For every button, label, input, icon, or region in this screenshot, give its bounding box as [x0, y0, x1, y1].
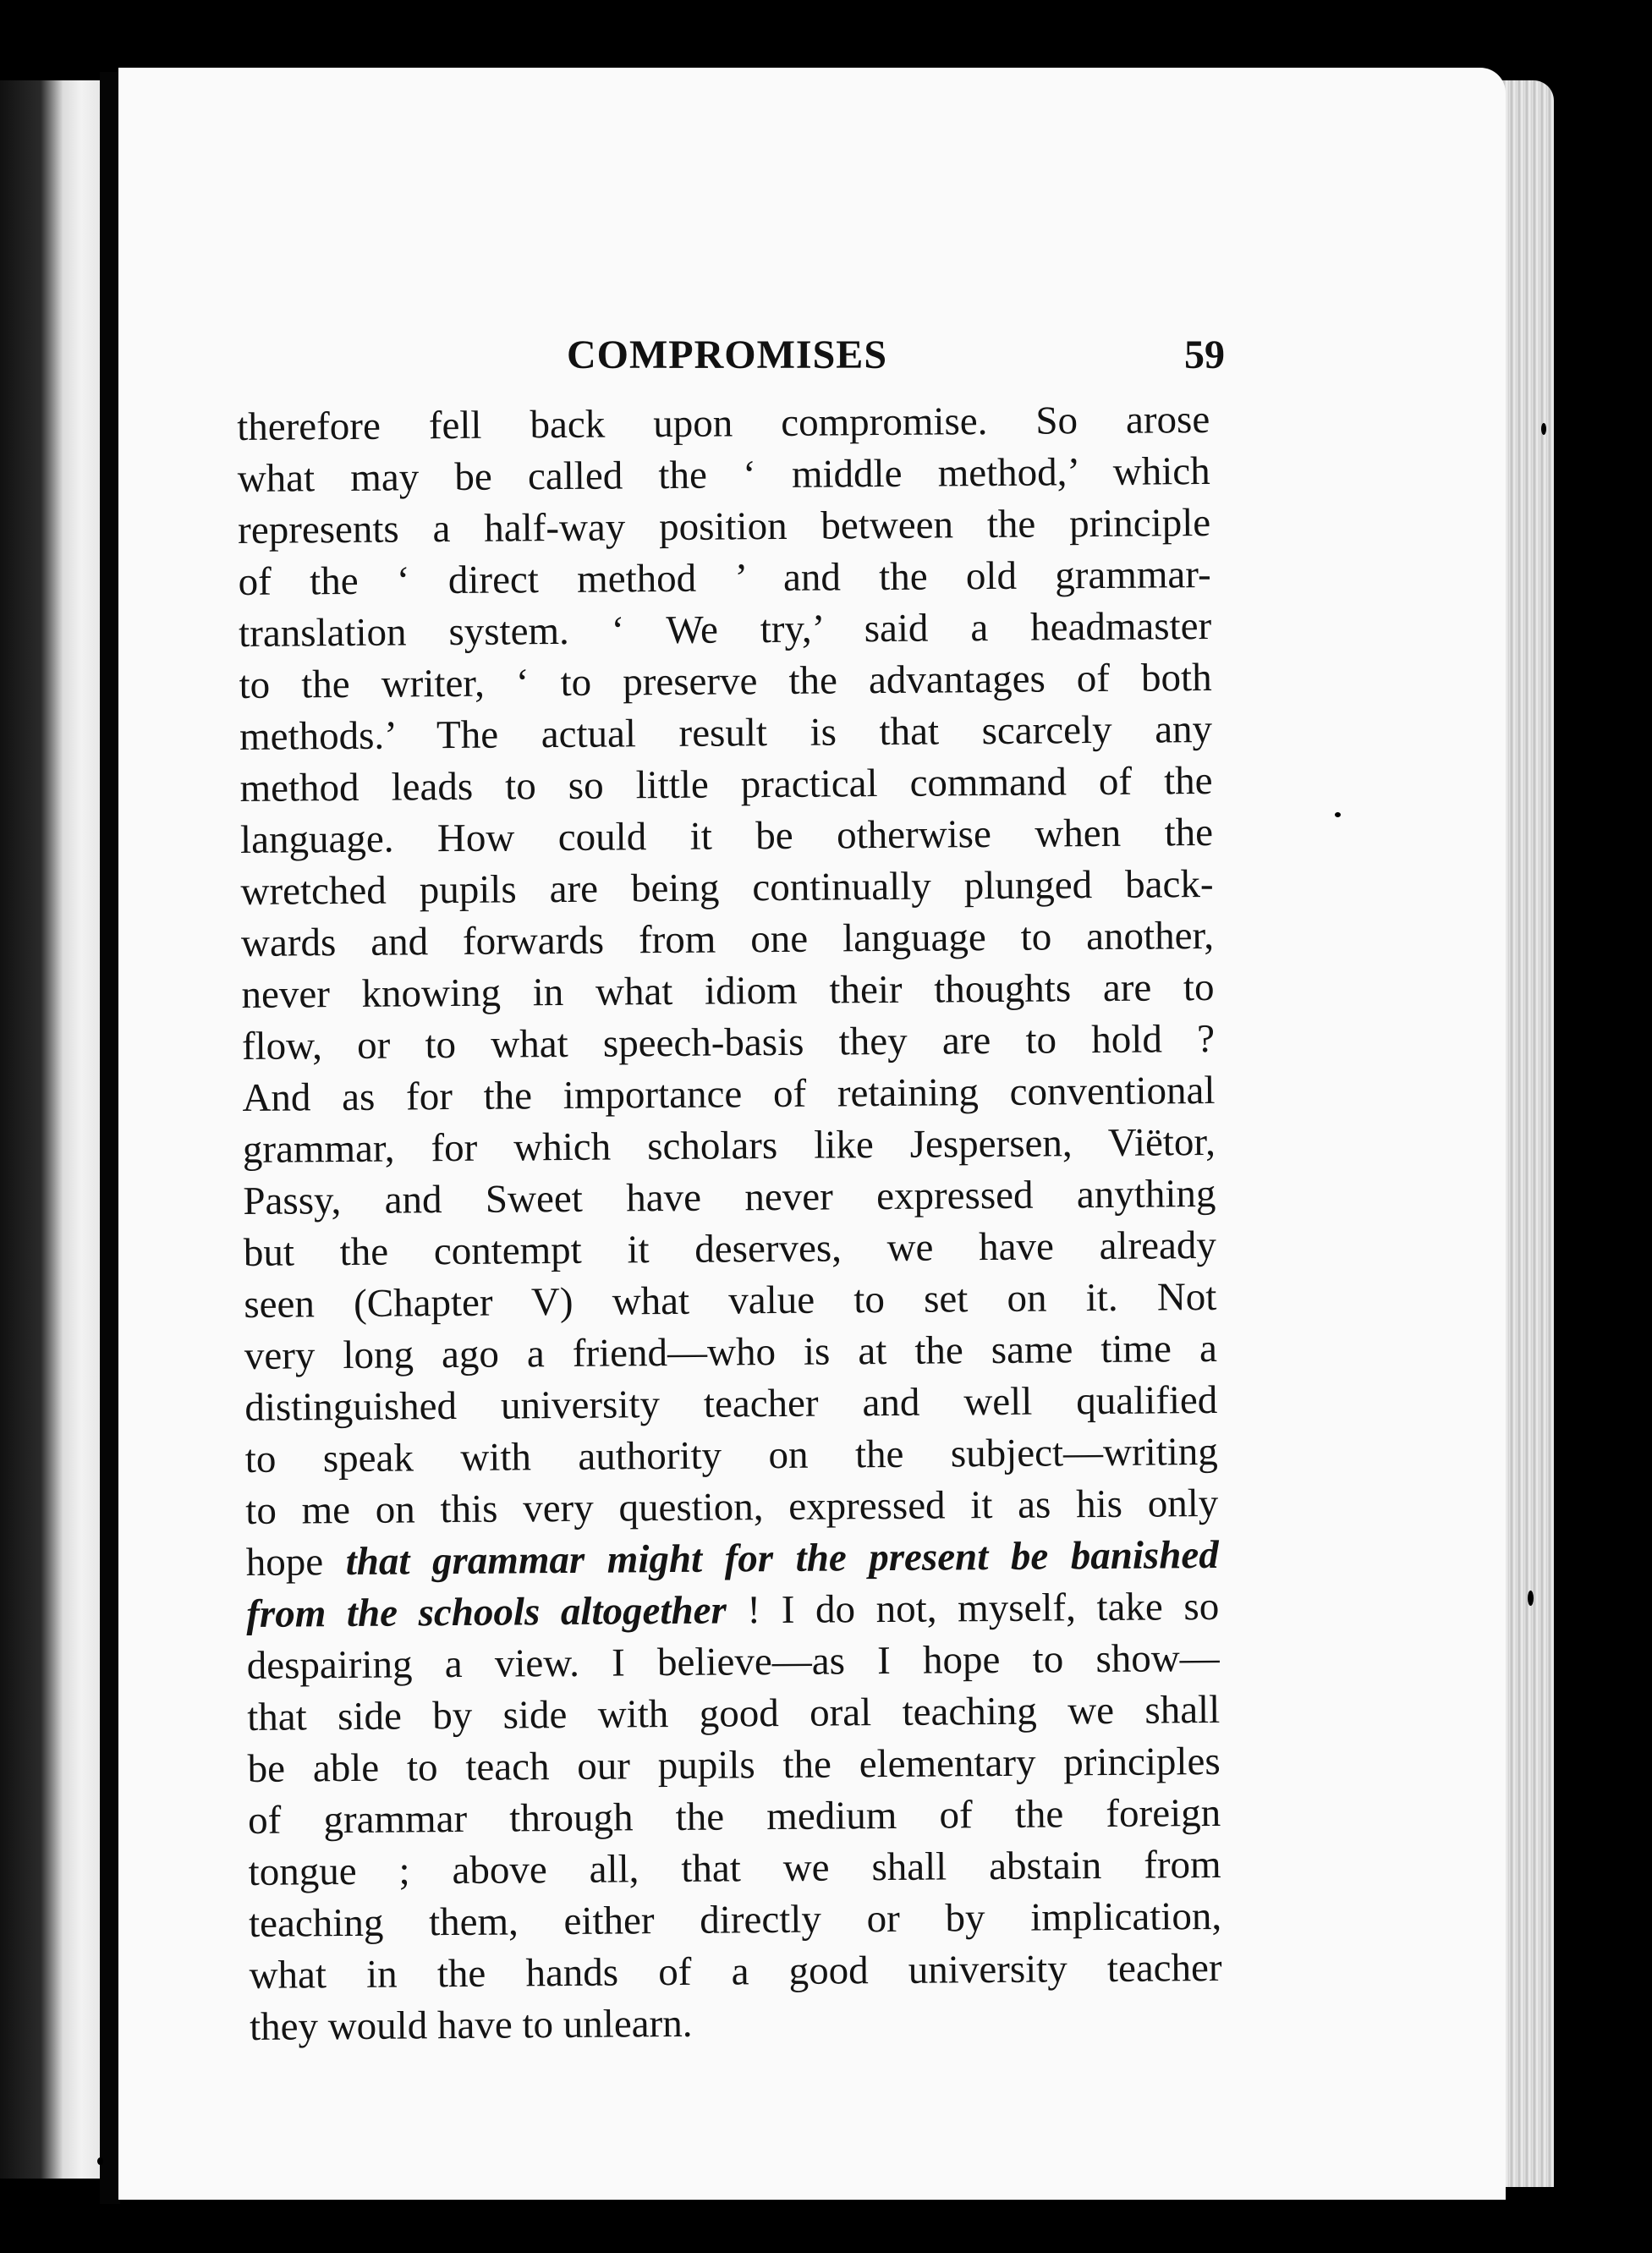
text-line: therefore fell back upon compromise. So arose: [237, 397, 1210, 449]
text-line: wards and forwards from one language to another,: [240, 913, 1215, 965]
scan-speck: [1335, 812, 1341, 817]
text-line: translation system. ‘ We try,’ said a headmaster: [238, 603, 1212, 656]
scan-speck: [1528, 1591, 1534, 1606]
text-segment: hope: [245, 1540, 346, 1585]
text-segment: ! I do not, myself, take so: [726, 1584, 1220, 1633]
facing-page-edge: [0, 80, 102, 2179]
text-line: teaching them, either directly or by implication,: [248, 1893, 1222, 1946]
text-line: Passy, and Sweet have never expressed anything: [243, 1171, 1216, 1223]
running-head: [118, 321, 1506, 389]
scan-speck: [97, 2157, 103, 2165]
text-line: despairing a view. I believe—as I hope to show—: [246, 1635, 1220, 1688]
text-line: [246, 1581, 1219, 1640]
text-line: methods.’ The actual result is that scarcely any: [239, 706, 1213, 759]
text-line: language. How could it be otherwise when the: [239, 810, 1214, 862]
text-line: flow, or to what speech-basis they are to hold ?: [241, 1016, 1216, 1069]
italic-emphasis: that grammar might for the present be banished: [345, 1532, 1219, 1585]
text-line: wretched pupils are being continually plunged back-: [240, 861, 1214, 914]
text-line: seen (Chapter V) what value to set on it. Not: [244, 1274, 1217, 1327]
scan-speck: [1541, 423, 1546, 435]
page-stack-edge: [1501, 80, 1554, 2187]
text-line: they would have to unlearn.: [249, 2001, 693, 2049]
binding-gutter: [100, 72, 120, 2204]
text-line: grammar, for which scholars like Jespersen, Viëtor,: [242, 1119, 1216, 1172]
scan-speck: [1572, 926, 1577, 937]
text-line: tongue ; above all, that we shall abstain from: [248, 1842, 1221, 1894]
text-line: never knowing in what idiom their thoughts are to: [241, 964, 1215, 1017]
text-line: but the contempt it deserves, we have already: [243, 1223, 1217, 1275]
text-line: of the ‘ direct method ’ and the old grammar-: [238, 552, 1211, 604]
text-line: be able to teach our pupils the elementary principles: [247, 1739, 1221, 1791]
text-line: very long ago a friend—who is at the same time a: [244, 1326, 1218, 1378]
book-page: [118, 68, 1506, 2200]
text-line: distinguished university teacher and well qualified: [244, 1377, 1218, 1430]
text-line: that side by side with good oral teaching we shall: [247, 1687, 1221, 1739]
text-line: [246, 1530, 1219, 1589]
text-line: to the writer, ‘ to preserve the advantages of both: [239, 655, 1212, 707]
running-title: COMPROMISES: [567, 332, 888, 377]
body-text: [237, 394, 1222, 2053]
text-line: to speak with authority on the subject—writing: [244, 1429, 1218, 1481]
text-line: represents a half-way position between the principle: [237, 500, 1211, 552]
text-line: And as for the importance of retaining conventional: [242, 1068, 1216, 1120]
text-line: what may be called the ‘ middle method,’ which: [237, 448, 1210, 501]
text-line: of grammar through the medium of the foreign: [247, 1790, 1221, 1843]
text-line: to me on this very question, expressed it as his only: [245, 1481, 1219, 1533]
italic-emphasis: from the schools altogether: [246, 1588, 727, 1636]
text-line: what in the hands of a good university teacher: [249, 1945, 1222, 1997]
page-number: 59: [1184, 332, 1225, 377]
text-line: method leads to so little practical command of the: [239, 758, 1213, 811]
